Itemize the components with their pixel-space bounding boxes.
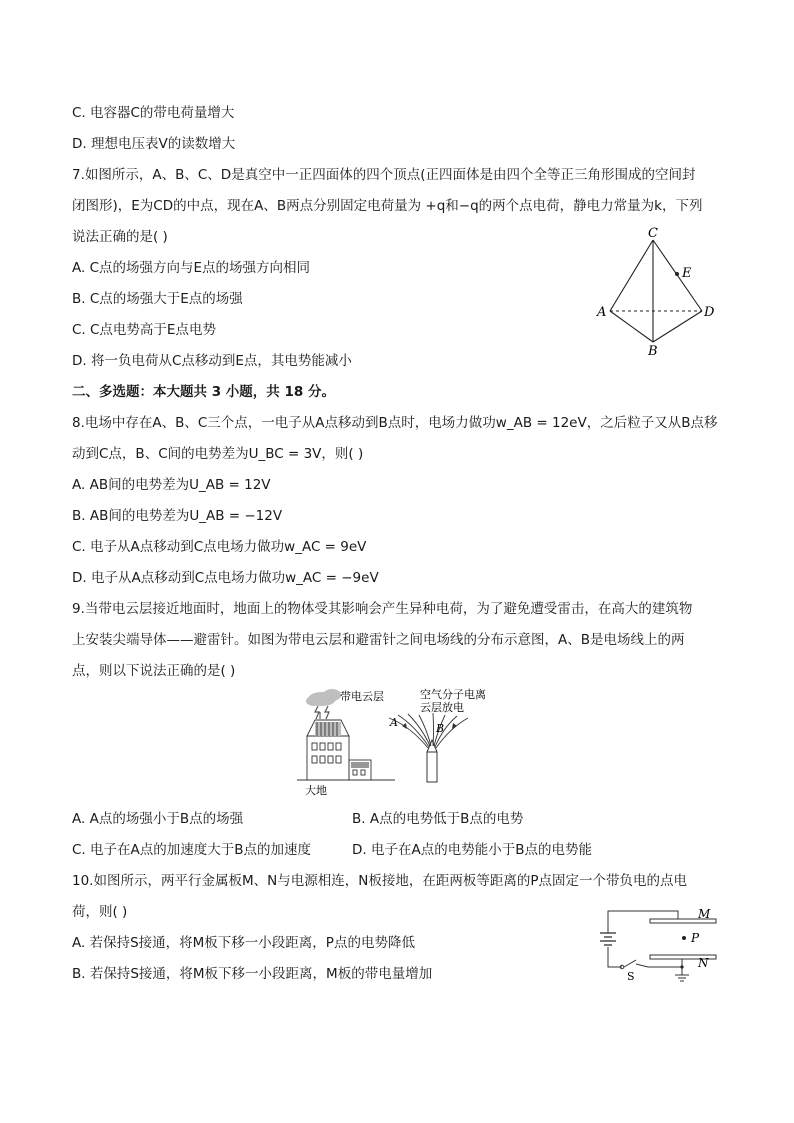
q7-stem-line-3: 说法正确的是( ) xyxy=(72,229,168,245)
q10-option-b: B. 若保持S接通，将M板下移一小段距离，M板的带电量增加 xyxy=(72,966,433,982)
label-p: P xyxy=(691,931,700,945)
q10-stem-line-2: 荷，则( ) xyxy=(72,904,128,920)
q8-option-b: B. AB间的电势差为U_AB = −12V xyxy=(72,508,283,524)
lightning-bolt-icon xyxy=(315,706,329,719)
q8-option-c: C. 电子从A点移动到C点电场力做功w_AC = 9eV xyxy=(72,539,367,555)
discharge-label: 云层放电 xyxy=(420,701,464,714)
q9-option-c: C. 电子在A点的加速度大于B点的加速度 xyxy=(72,842,312,858)
ionization-label: 空气分子电离 xyxy=(420,688,486,701)
q8-option-a: A. AB间的电势差为U_AB = 12V xyxy=(72,477,271,493)
label-c: C xyxy=(648,226,658,241)
q8-option-d: D. 电子从A点移动到C点电场力做功w_AC = −9eV xyxy=(72,570,379,586)
field-lines xyxy=(389,713,468,748)
building-icon xyxy=(307,712,371,780)
q7-option-c: C. C点电势高于E点电势 xyxy=(72,322,216,338)
cloud-icon xyxy=(306,689,341,706)
q7-stem-line-2: 闭图形)，E为CD的中点，现在A、B两点分别固定电荷量为 +q和−q的两个点电荷，静电力常量为k，下列 xyxy=(72,198,703,214)
q10-option-a: A. 若保持S接通，将M板下移一小段距离，P点的电势降低 xyxy=(72,935,415,951)
q10-capacitor-circuit-figure xyxy=(598,905,728,985)
label-s: S xyxy=(627,970,635,983)
q7-option-b: B. C点的场强大于E点的场强 xyxy=(72,291,243,307)
point-a-label: A xyxy=(390,716,398,729)
q9-stem-line-1: 9.当带电云层接近地面时，地面上的物体受其影响会产生异种电荷，为了避免遭受雷击，在高大的建筑物 xyxy=(72,601,693,617)
q10-stem-line-1: 10.如图所示，两平行金属板M、N与电源相连，N板接地，在距两板等距离的P点固定一个带负电的点电 xyxy=(72,873,687,889)
q7-stem-line-1: 7.如图所示，A、B、C、D是真空中一正四面体的四个顶点(正四面体是由四个全等正三角形围成的空间封 xyxy=(72,167,696,183)
point-b-label: B xyxy=(436,722,445,735)
label-d: D xyxy=(704,305,715,320)
q9-lightning-rod-figure xyxy=(295,688,505,800)
q7-option-a: A. C点的场强方向与E点的场强方向相同 xyxy=(72,260,311,276)
ground-label: 大地 xyxy=(305,784,327,797)
q9-option-d: D. 电子在A点的电势能小于B点的电势能 xyxy=(352,842,592,858)
q9-option-b: B. A点的电势低于B点的电势 xyxy=(352,811,524,827)
q9-stem-line-2: 上安装尖端导体——避雷针。如图为带电云层和避雷针之间电场线的分布示意图，A、B是电场线上的两 xyxy=(72,632,685,648)
q7-tetrahedron-figure xyxy=(592,225,722,360)
label-m: M xyxy=(698,907,711,921)
q8-stem-line-2: 动到C点，B、C间的电势差为U_BC = 3V，则( ) xyxy=(72,446,364,462)
section-heading-multi-choice: 二、多选题：本大题共 3 小题，共 18 分。 xyxy=(72,384,335,400)
label-a: A xyxy=(597,305,607,320)
cloud-label: 带电云层 xyxy=(340,690,384,703)
q9-stem-line-3: 点，则以下说法正确的是( ) xyxy=(72,663,236,679)
q6-option-c: C. 电容器C的带电荷量增大 xyxy=(72,105,235,121)
label-e: E xyxy=(682,266,692,281)
label-b: B xyxy=(648,344,658,359)
q8-stem-line-1: 8.电场中存在A、B、C三个点，一电子从A点移动到B点时，电场力做功w_AB = 12eV，之后粒子又从B点移 xyxy=(72,415,718,431)
q7-option-d: D. 将一负电荷从C点移动到E点，其电势能减小 xyxy=(72,353,352,369)
q9-option-a: A. A点的场强小于B点的场强 xyxy=(72,811,244,827)
label-n: N xyxy=(698,956,709,970)
q6-option-d: D. 理想电压表V的读数增大 xyxy=(72,136,236,152)
